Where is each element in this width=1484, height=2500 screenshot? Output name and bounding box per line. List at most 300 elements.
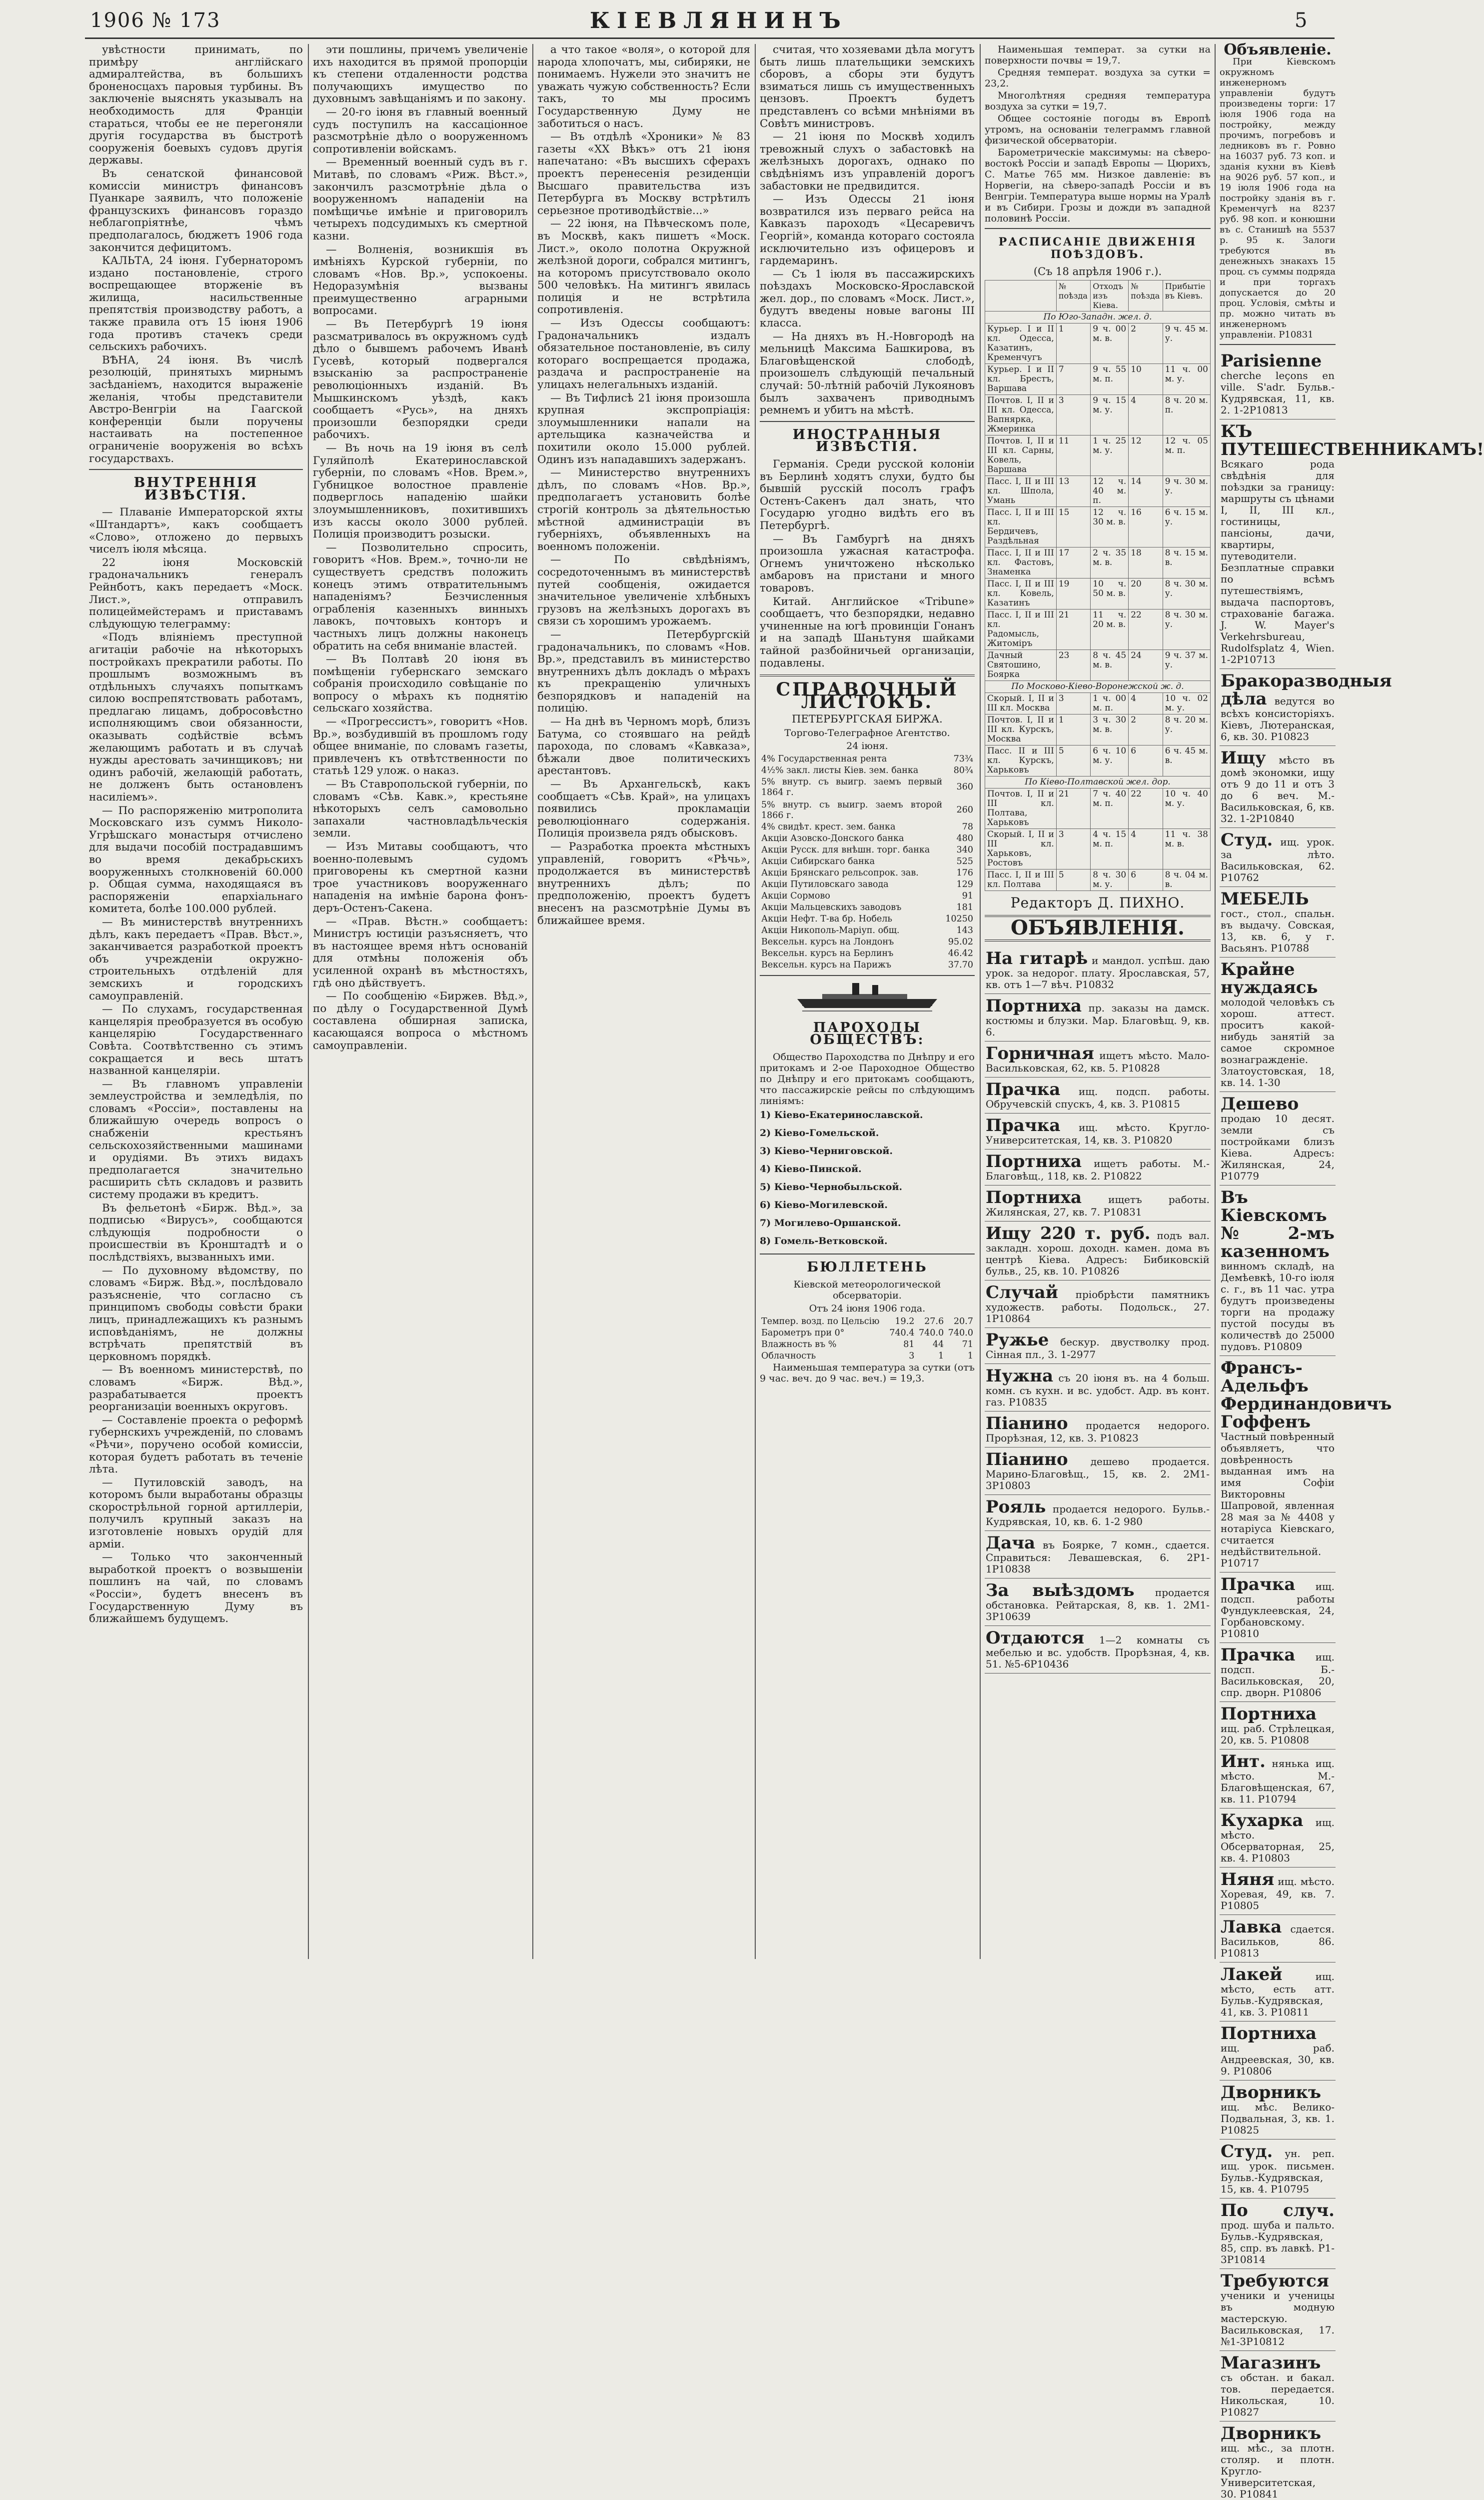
ad-text: ищ. раб. Стрѣлецкая, 20, кв. 5. Р10808 bbox=[1221, 1722, 1335, 1746]
classified-ad bbox=[985, 1222, 1211, 1280]
ad-text: гост., стол., спальн. въ выдачу. Совская, 13, кв. 6, у г. Васьянъ. Р10788 bbox=[1221, 907, 1335, 954]
schedule-cell: 2 bbox=[1129, 714, 1163, 745]
ad-text: ищ. урок. за лѣто. Васильковская, 62. Р10762 bbox=[1221, 836, 1335, 884]
classified-ad bbox=[985, 1412, 1211, 1448]
schedule-cell: 22 bbox=[1129, 788, 1163, 828]
ad-heading: Прачка bbox=[1221, 1644, 1296, 1665]
ad-heading: Кухарка bbox=[1221, 1810, 1304, 1830]
article-paragraph: «Подъ вліяніемъ преступной агитаціи рабочіе на нѣкоторыхъ постройкахъ прекратили работы. По прошлымъ возможнымъ въ отдѣльныхъ случаяхъ попыткамъ силою воспрепятствовать работамъ, предлагаю лицамъ, добросовѣстно исполняющимъ свои обязанности, оказывать содѣйствіе всѣмъ желающимъ работать и въ случаѣ нужды арестовать зачинщиковъ; ни одинъ рабочій, желающій работать, не долженъ быть остановленъ насиліемъ». bbox=[89, 631, 303, 804]
exchange-row bbox=[760, 754, 975, 765]
article-paragraph: — По свѣдѣніямъ, сосредоточеннымъ въ министерствѣ путей сообщенія, ожидается значительное увеличеніе хлѣбныхъ грузовъ на желѣзныхъ дорогахъ въ связи съ хорошимъ урожаемъ. bbox=[537, 554, 750, 628]
article-paragraph: — Позволительно спросить, говоритъ «Нов. Врем.», точно-ли не существуетъ средствъ положить конецъ этимъ отвратительнымъ нападеніямъ? Безчисленныя ограбленія казенныхъ винныхъ лавокъ, почтовыхъ конторъ и частныхъ лицъ должны наконецъ обратить на себя вниманіе властей. bbox=[313, 541, 528, 652]
schedule-cell: 7 ч. 40 м. п. bbox=[1091, 788, 1129, 828]
exchange-value: 129 bbox=[956, 879, 973, 890]
section-rule bbox=[760, 674, 975, 676]
schedule-route: Пасс. I, II и III кл. Шпола, Умань bbox=[985, 476, 1057, 506]
exchange-name: Акціи Сормово bbox=[761, 890, 830, 901]
schedule-cell: 19 bbox=[1056, 578, 1090, 609]
classified-ad bbox=[985, 1186, 1211, 1222]
article-paragraph: — 21 іюня по Москвѣ ходилъ тревожный слухъ о забастовкѣ на желѣзныхъ дорогахъ, однако по свѣдѣніямъ изъ управленій дорогъ забастовки не предвидится. bbox=[760, 130, 975, 192]
ad-text: ищ. мѣсто. Хоревая, 49, кв. 7. Р10805 bbox=[1221, 1875, 1335, 1912]
schedule-route: По Кіево-Полтавской жел. дор. bbox=[985, 776, 1211, 788]
classified-ad bbox=[1220, 1643, 1336, 1702]
classified-ad bbox=[985, 1078, 1211, 1114]
classified-ads-list bbox=[985, 946, 1211, 1674]
newspaper-title: КІЕВЛЯНИНЪ bbox=[590, 8, 848, 34]
weather-value: 3 bbox=[909, 1350, 915, 1361]
column-divider bbox=[308, 44, 309, 1959]
schedule-cell: 9 ч. 37 м. у. bbox=[1163, 650, 1210, 680]
classified-ad bbox=[985, 1114, 1211, 1150]
article-paragraph: — 22 іюня, на Пѣвческомъ поле, въ Москвѣ, какъ пишетъ «Моск. Лист.», около полотна Окружной желѣзной дороги, собрался митингъ, на которомъ присутствовало около 500 человѣкъ. На митингъ явилась полиція и не встрѣтила сопротивленія. bbox=[537, 218, 750, 316]
schedule-cell: 6 ч. 15 м. у. bbox=[1163, 506, 1210, 547]
exchange-name: Вексельн. курсъ на Лондонъ bbox=[761, 936, 894, 947]
classified-ad bbox=[985, 1280, 1211, 1328]
exchange-value: 73¾ bbox=[953, 754, 973, 764]
article-paragraph: Германія. Среди русской колоніи въ Берлинѣ ходятъ слухи, будто бы бывшій русскій посолъ графъ Остенъ-Сакенъ дал знать, что Государю угодно видѣть его въ Петербургѣ. bbox=[760, 458, 975, 532]
ship-line: 6) Кіево-Могилевской. bbox=[760, 1200, 888, 1211]
section-rule bbox=[89, 469, 303, 470]
notice-title: Объявленіе. bbox=[1224, 41, 1332, 58]
schedule-header-cell: Прибытіе въ Кіевъ. bbox=[1163, 280, 1210, 311]
weather-row bbox=[760, 1316, 975, 1328]
ad-heading: Студ. bbox=[1221, 830, 1273, 850]
classified-ad bbox=[1220, 1915, 1336, 1962]
schedule-cell: 8 ч. 20 м. у. bbox=[1163, 714, 1210, 745]
ad-text: ищ. подсп. работы. Обручевскій спускъ, 4, кв. 3. Р10815 bbox=[986, 1085, 1210, 1110]
ad-text: съ обстан. и бакал. тов. передается. Никольская, 10. Р10827 bbox=[1221, 2371, 1335, 2418]
schedule-header-cell: Отходъ изъ Кіева. bbox=[1091, 280, 1129, 311]
exchange-row bbox=[760, 936, 975, 948]
schedule-subtitle: (Съ 18 апрѣля 1906 г.). bbox=[1033, 266, 1162, 278]
ad-text: ищ. мѣс., за плотн. столяр. и плотн. Кругло-Университетская, 30. Р10841 bbox=[1221, 2442, 1335, 2500]
exchange-row bbox=[760, 833, 975, 844]
article-paragraph: — Составленіе проекта о реформѣ губернскихъ учрежденій, по словамъ «Рѣчи», поручено особой комиссіи, которая будетъ работать въ теченіе лѣта. bbox=[89, 1414, 303, 1476]
ad-heading: Лакей bbox=[1221, 1964, 1283, 1984]
schedule-cell: 3 ч. 30 м. в. bbox=[1091, 714, 1129, 745]
ad-heading: Нужна bbox=[986, 1366, 1054, 1386]
exchange-name: 5% внутр. съ выигр. заемъ второй 1866 г. bbox=[761, 800, 943, 820]
classified-ad bbox=[1220, 1186, 1336, 1356]
classified-ad bbox=[985, 946, 1211, 994]
ad-heading: По случ. bbox=[1221, 2200, 1335, 2220]
ad-heading: Портниха bbox=[986, 1151, 1082, 1172]
article-paragraph: — Путиловскій заводъ, на которомъ были выработаны образцы скорострѣльной горной артиллеріи, получилъ крупный заказъ на изготовленіе новыхъ орудій для арміи. bbox=[89, 1476, 303, 1550]
schedule-cell: 8 ч. 45 м. в. bbox=[1091, 650, 1129, 680]
article-paragraph: — «Прогрессистъ», говоритъ «Нов. Вр.», возбудившій въ прошломъ году общее вниманіе, по словамъ газеты, привлеченъ къ отвѣтственности по статьѣ 129 улож. о наказ. bbox=[313, 716, 528, 778]
page-header bbox=[0, 0, 1425, 35]
weather-value: 1 bbox=[938, 1350, 944, 1361]
ad-heading: МЕБЕЛЬ bbox=[1221, 888, 1309, 909]
weather-date: Отъ 24 іюня 1906 года. bbox=[809, 1302, 926, 1314]
article-paragraph: — По слухамъ, государственная канцелярія преобразуется въ особую канцелярію Государственнаго Совѣта. Соотвѣтственно съ этимъ сокращается и весь штатъ названной канцеляріи. bbox=[89, 1003, 303, 1078]
header-rule bbox=[85, 38, 1335, 39]
article-paragraph: — На дняхъ въ Н.-Новгородѣ на мельницѣ Максима Башкирова, въ Благовѣщенской слободѣ, произошелъ слѣдующій печальный случай: 50-лѣтній рабочій Лукояновъ былъ захваченъ приводнымъ ремнемъ и убитъ на мѣстѣ. bbox=[760, 330, 975, 417]
exchange-name: Вексельн. курсъ на Берлинъ bbox=[761, 948, 894, 958]
schedule-cell: 10 bbox=[1129, 364, 1163, 394]
article-paragraph: — Разработка проекта мѣстныхъ управленій, говоритъ «Рѣчь», продолжается въ министерствѣ внутреннихъ дѣлъ; по предположенію, проектъ будетъ внесенъ на разсмотрѣніе Думы въ ближайшее время. bbox=[537, 840, 750, 927]
exchange-value: 525 bbox=[956, 856, 973, 866]
ad-heading: Рояль bbox=[986, 1496, 1046, 1517]
schedule-cell: 6 ч. 10 м. у. bbox=[1091, 745, 1129, 776]
classified-ad bbox=[985, 1042, 1211, 1078]
exchange-row bbox=[760, 960, 975, 971]
ad-text: ун. реп. ищ. урок. письмен. Бульв.-Кудрявская, 15, кв. 4. Р10795 bbox=[1221, 2147, 1335, 2195]
exchange-name: Акціи Нефт. Т-ва бр. Нобель bbox=[761, 914, 893, 924]
weather-paragraph: Барометрическіе максимумы: на сѣверо-востокѣ Россіи и западѣ Европы — Цюрихъ, С. Матье 765 мм. Низкое давленіе: въ Норвегіи, на сѣверо-западѣ Россіи и въ Венгріи. Температура выше нормы на Уралѣ и въ Сибири. Грозы и дожди въ западной половинѣ Россіи. bbox=[985, 147, 1211, 224]
schedule-route: Пасс. I, II и III кл. Ковель, Казатинъ bbox=[985, 578, 1057, 609]
exchange-row bbox=[760, 902, 975, 914]
ad-heading: Крайне нуждаясь bbox=[1221, 959, 1318, 998]
ad-heading: Дворникъ bbox=[1221, 2082, 1322, 2102]
section-title-foreign-news: ИНОСТРАННЫЯ ИЗВѢСТІЯ. bbox=[792, 426, 942, 455]
classified-ad bbox=[1220, 1572, 1336, 1643]
weather-subtitle: Кіевской метеорологической обсерваторіи. bbox=[793, 1278, 941, 1301]
ad-text: Частный повѣренный объявляетъ, что довѣренность выданная имъ на имя Софіи Викторовны Шапровой, явленная 28 мая за № 4408 у нотаріуса Кіевскаго, считается недѣйствительной. Р10717 bbox=[1221, 1430, 1335, 1569]
schedule-cell: 1 ч. 25 м. у. bbox=[1091, 435, 1129, 476]
ad-text: ищ. мѣсто, есть атт. Бульв.-Кудрявская, 41, кв. 3. Р10811 bbox=[1221, 1970, 1335, 2018]
ad-text: ищ. мѣс. Велико-Подвальная, 3, кв. 1. Р10825 bbox=[1221, 2100, 1335, 2136]
exchange-row bbox=[760, 868, 975, 879]
classified-ad bbox=[1220, 2351, 1336, 2422]
schedule-cell: 21 bbox=[1056, 788, 1090, 828]
article-paragraph: — Въ главномъ управленіи землеустройства и земледѣлія, по словамъ «Россіи», поставлены на ближайшую очередь вопросъ о снабженіи крестьянъ сельскохозяйственными машинами и орудіями. Въ этихъ видахъ предполагается значительно расширить сѣть складовъ и развить систему продажи въ кредитъ. bbox=[89, 1078, 303, 1202]
weather-param: Облачность bbox=[761, 1350, 816, 1361]
schedule-row bbox=[985, 547, 1211, 578]
weather-table bbox=[760, 1316, 975, 1362]
schedule-cell: 1 bbox=[1056, 714, 1090, 745]
column-divider bbox=[532, 44, 533, 1959]
schedule-row bbox=[985, 506, 1211, 547]
exchange-value: 181 bbox=[956, 902, 973, 912]
column-3 bbox=[537, 44, 750, 1959]
exchange-name: 4½% закл. листы Кіев. зем. банка bbox=[761, 765, 919, 776]
schedule-row bbox=[985, 364, 1211, 394]
ad-text: ищетъ мѣсто. Мало-Васильковская, 62, кв. 5. Р10828 bbox=[986, 1049, 1210, 1074]
schedule-route: Скорый. I, II и III кл. Харьковъ, Ростовъ bbox=[985, 828, 1057, 869]
weather-value: 71 bbox=[962, 1339, 973, 1350]
schedule-route: Пасс. II и III кл. Курскъ, Харьковъ bbox=[985, 745, 1057, 776]
schedule-cell: 8 ч. 04 м. в. bbox=[1163, 869, 1210, 890]
schedule-header-cell: № поѣзда bbox=[1129, 280, 1163, 311]
classified-ad bbox=[985, 1150, 1211, 1186]
schedule-cell: 11 ч. 20 м. в. bbox=[1091, 609, 1129, 650]
article-paragraph: — Въ военномъ министерствѣ, по словамъ «Бирж. Вѣд.», разрабатывается проектъ реорганизаціи военныхъ округовъ. bbox=[89, 1364, 303, 1414]
schedule-cell: 6 bbox=[1129, 745, 1163, 776]
schedule-route: Почтов. I, II и III кл. Одесса, Вапнярка, Жмеринка bbox=[985, 394, 1057, 435]
schedule-cell: 9 ч. 15 м. у. bbox=[1091, 394, 1129, 435]
schedule-cell: 3 bbox=[1056, 394, 1090, 435]
exchange-value: 46.42 bbox=[948, 948, 973, 958]
schedule-route: Пасс. I, II и III кл. Фастовъ, Знаменка bbox=[985, 547, 1057, 578]
exchange-row bbox=[760, 948, 975, 960]
schedule-route: Скорый. I, II и III кл. Москва bbox=[985, 692, 1057, 714]
ad-heading: Магазинъ bbox=[1221, 2352, 1321, 2373]
exchange-row bbox=[760, 856, 975, 868]
article-paragraph: — Только что законченный выработкой проектъ о возвышеніи пошлинъ на чай, по словамъ «Россіи», будетъ внесенъ въ Государственную Думу въ ближайшемъ будущемъ. bbox=[89, 1551, 303, 1626]
exchange-name: 4% свидѣт. крест. зем. банка bbox=[761, 822, 896, 832]
schedule-header-cell bbox=[985, 280, 1057, 311]
notice-text: При Кіевскомъ окружномъ инженерномъ управленіи будутъ произведены торги: 17 іюля 1906 года на постройку, между прочимъ, погребовъ и ледниковъ въ г. Ровно на 16037 руб. 73 коп. и зданія кухни въ Кіевѣ на 9026 руб. 57 коп., и 19 іюля 1906 года на постройку зданія въ г. Кременчугѣ на 8237 руб. 98 коп. и конюшни въ с. Станишѣ на 5537 р. 95 к. Залоги требуются въ денежныхъ знакахъ 15 проц. съ суммы подряда и при торгахъ допускается до 20 проц. Условія, смѣты и пр. можно читать въ инженерномъ управленіи. Р10831 bbox=[1220, 56, 1336, 340]
ad-text: молодой человѣкъ съ хорош. аттест. проситъ какой-нибудь занятій за самое скромное вознагражденіе. Златоустовская, 18, кв. 14. 1-30 bbox=[1221, 996, 1335, 1088]
section-rule bbox=[985, 228, 1211, 229]
agency-name: Торгово-Телеграфное Агентство. bbox=[784, 727, 950, 738]
ad-heading: КЪ ПУТЕШЕСТВЕННИКАМЪ! bbox=[1221, 421, 1484, 460]
column-2 bbox=[313, 44, 528, 1959]
article-paragraph: — Въ Тифлисѣ 21 іюня произошла крупная экспропріація: злоумышленники напали на артельщика казначейства и похитили около 15.000 рублей. Одинъ изъ нападавшихъ задержанъ. bbox=[537, 392, 750, 466]
weather-value: 740.0 bbox=[948, 1328, 973, 1338]
ad-text: винномъ складѣ, на Демѣевкѣ, 10-го іюля с. г., въ 11 час. утра будутъ произведены торги на продажу пустой посуды въ количествѣ до 25000 пудовъ. Р10809 bbox=[1221, 1260, 1335, 1352]
train-schedule-table bbox=[985, 280, 1211, 891]
ad-text: дешево продается. Марино-Благовѣщ., 15, кв. 2. 2М1-3Р10803 bbox=[986, 1455, 1210, 1492]
schedule-row bbox=[985, 828, 1211, 869]
ad-text: 1—2 комнаты съ мебелью и вс. удобств. Прорѣзная, 4, кв. 51. №5-6Р10436 bbox=[986, 1634, 1210, 1670]
section-title-schedule: РАСПИСАНІЕ ДВИЖЕНІЯ ПОѢЗДОВЪ. bbox=[998, 236, 1197, 261]
article-paragraph: — На днѣ въ Черномъ морѣ, близъ Батума, со стоявшаго на рейдѣ парохода, по словамъ «Кавказа», бѣжали двое политическихъ арестантовъ. bbox=[537, 716, 750, 778]
schedule-cell: 6 bbox=[1129, 869, 1163, 890]
schedule-cell: 4 bbox=[1129, 394, 1163, 435]
section-title-internal-news: ВНУТРЕННІЯ ИЗВѢСТІЯ. bbox=[133, 475, 258, 503]
ad-text: продается недорого. Бульв.-Кудрявская, 10, кв. 6. 1-2 980 bbox=[986, 1502, 1210, 1528]
article-paragraph: — 20-го іюня въ главный военный судъ поступилъ на кассаціонное разсмотрѣніе дѣло о вооруженномъ сопротивленіи войскамъ. bbox=[313, 106, 528, 156]
weather-row bbox=[760, 1339, 975, 1350]
ad-text: нянька ищ. мѣсто. М.-Благовѣщенская, 67, кв. 11. Р10794 bbox=[1221, 1757, 1335, 1805]
schedule-cell: 24 bbox=[1129, 650, 1163, 680]
ship-line: 4) Кіево-Пинской. bbox=[760, 1164, 862, 1175]
schedule-row bbox=[985, 476, 1211, 506]
classified-ad bbox=[1220, 1092, 1336, 1186]
ad-text: подъ вал. закладн. хорош. доходн. камен. дома въ центрѣ Кіева. Адресъ: Бибиковскій бульв., 25, кв. 10. Р10826 bbox=[986, 1229, 1210, 1277]
schedule-row bbox=[985, 788, 1211, 828]
ship-line: 1) Кіево-Екатеринославской. bbox=[760, 1110, 923, 1121]
article-paragraph: — Волненія, возникшія въ имѣніяхъ Курской губерніи, по словамъ «Нов. Вр.», успокоены. Недоразумѣнія вызваны преимущественно аграрными вопросами. bbox=[313, 243, 528, 318]
classified-ad bbox=[1220, 1702, 1336, 1750]
classified-ad bbox=[1220, 2022, 1336, 2080]
ad-heading: На гитарѣ bbox=[986, 948, 1088, 968]
ship-line: 2) Кіево-Гомельской. bbox=[760, 1128, 879, 1139]
classified-ad bbox=[1220, 2080, 1336, 2140]
schedule-cell: 12 bbox=[1129, 435, 1163, 476]
weather-value: 19.2 bbox=[895, 1316, 915, 1326]
article-paragraph: — Плаваніе Императорской яхты «Штандартъ», какъ сообщаетъ «Слово», отложено до первыхъ чиселъ іюля мѣсяца. bbox=[89, 506, 303, 556]
page-number: 5 bbox=[1295, 9, 1308, 32]
schedule-row bbox=[985, 435, 1211, 476]
classified-ad bbox=[1220, 2140, 1336, 2198]
article-paragraph: увѣстности принимать, по примѣру англійскаго адмиралтейства, въ большихъ броненосцахъ паровыя турбины. Въ заключеніе выяснять указывалъ на необходимость для Франціи стараться, чтобы ее не перегоняли другія государства въ быстротѣ сооруженія боевыхъ судовъ другія державы. bbox=[89, 44, 303, 167]
weather-paragraph: Общее состояніе погоды въ Европѣ утромъ, на основаніи телеграммъ главной физической обсерваторіи. bbox=[985, 113, 1211, 146]
schedule-cell: 17 bbox=[1056, 547, 1090, 578]
section-rule bbox=[985, 940, 1211, 942]
exchange-value: 37.70 bbox=[948, 960, 973, 970]
exchange-row bbox=[760, 776, 975, 798]
exchange-name: Акціи Сибирскаго банка bbox=[761, 856, 875, 866]
schedule-cell: 8 ч. 30 м. у. bbox=[1163, 578, 1210, 609]
ad-heading: Портниха bbox=[1221, 1704, 1317, 1724]
schedule-cell: 10 ч. 50 м. в. bbox=[1091, 578, 1129, 609]
exchange-row bbox=[760, 925, 975, 936]
schedule-row bbox=[985, 609, 1211, 650]
ad-text: ищ. мѣсто. Обсерваторная, 25, кв. 4. Р10803 bbox=[1221, 1816, 1335, 1864]
section-title-ships: ПАРОХОДЫ ОБЩЕСТВЪ: bbox=[810, 1020, 925, 1048]
ad-heading: Въ Кіевскомъ № 2-мъ казенномъ bbox=[1221, 1187, 1335, 1262]
ad-text: Всякаго рода свѣдѣнія для поѣздки за границу: маршруты съ цѣнами I, II, III кл., гостиницы, пансіоны, дачи, квартиры, путеводители. Безплатные справки по всѣмъ путешествіямъ, выдача паспортовъ, страхованіе багажа. J. W. Mayer's Verkehrsbureau, Rudolfsplatz 4, Wien. 1-2Р10713 bbox=[1221, 458, 1335, 666]
schedule-row bbox=[985, 650, 1211, 680]
schedule-cell: 3 bbox=[1056, 692, 1090, 714]
article-paragraph: — Въ Гамбургѣ на дняхъ произошла ужасная катастрофа. Огнемъ уничтожено нѣсколько амбаровъ на пристани и много товаровъ. bbox=[760, 532, 975, 594]
article-paragraph: — Въ министерствѣ внутреннихъ дѣлъ, какъ передаетъ «Прав. Вѣст.», заканчивается разработкой проектъ объ учрежденіи окружно-строительныхъ отдѣленій для земскихъ и городскихъ самоуправленій. bbox=[89, 916, 303, 1002]
weather-param: Влажность въ % bbox=[761, 1339, 837, 1350]
classified-ads-list bbox=[1220, 349, 1484, 2500]
classified-ad bbox=[1220, 2422, 1336, 2500]
schedule-route: Дачный Святошино, Боярка bbox=[985, 650, 1057, 680]
column-6 bbox=[1220, 41, 1484, 2500]
schedule-row bbox=[985, 311, 1211, 323]
ship-line: 7) Могилево-Оршанской. bbox=[760, 1218, 901, 1229]
column-divider bbox=[755, 44, 756, 1959]
exchange-name: Акціи Мальцевскихъ заводовъ bbox=[761, 902, 902, 912]
article-paragraph: а что такое «воля», о которой для народа хлопочатъ, мы, сибиряки, не понимаемъ. Нужели это значитъ не уважать чужую собственность? Если такъ, то мы просимъ Государственную Думу не заботиться о насъ. bbox=[537, 44, 750, 130]
ad-heading: Студ. bbox=[1221, 2141, 1273, 2162]
editor-line: Редакторъ Д. ПИХНО. bbox=[1010, 894, 1185, 911]
column-1 bbox=[89, 44, 303, 1959]
column-4 bbox=[760, 44, 975, 1959]
weather-note: Наименьшая температура за сутки (отъ 9 час. веч. до 9 час. веч.) = 19,3. bbox=[760, 1362, 975, 1384]
article-paragraph: — Изъ Одессы 21 іюня возвратился изъ перваго рейса на Кавказъ пароходъ «Цесаревичъ Георгій», команда котораго состояла исключительно изъ офицеровъ и гардемаринъ. bbox=[760, 193, 975, 268]
classified-ad bbox=[985, 1626, 1211, 1674]
schedule-cell: 11 ч. 00 м. у. bbox=[1163, 364, 1210, 394]
section-title-reference: СПРАВОЧНЫЙ ЛИСТОКЪ. bbox=[776, 679, 959, 712]
ad-text: продается обстановка. Рейтарская, 8, кв. 1. 2М1-3Р10639 bbox=[986, 1586, 1210, 1622]
classified-ad bbox=[1220, 1356, 1392, 1572]
schedule-cell: 4 ч. 15 м. п. bbox=[1091, 828, 1129, 869]
ad-heading: Горничная bbox=[986, 1043, 1094, 1064]
ad-heading: Портниха bbox=[1221, 2023, 1317, 2044]
ad-heading: Бракоразводныя дѣла bbox=[1221, 670, 1392, 709]
schedule-cell: 8 ч. 20 м. п. bbox=[1163, 394, 1210, 435]
ad-heading: Піанино bbox=[986, 1413, 1068, 1434]
steamship-icon bbox=[792, 980, 942, 1015]
classified-ad bbox=[985, 1531, 1211, 1578]
exchange-name: Акціи Русск. для внѣшн. торг. банка bbox=[761, 844, 930, 855]
ad-heading: Требуются bbox=[1221, 2270, 1329, 2291]
classified-ad bbox=[1220, 2269, 1336, 2351]
issue-number: 1906 № 173 bbox=[90, 9, 221, 32]
schedule-route: Курьер. I и II кл. Брестъ, Варшава bbox=[985, 364, 1057, 394]
schedule-route: Почтов. I, II и III кл. Полтава, Харьковъ bbox=[985, 788, 1057, 828]
exchange-table bbox=[760, 754, 975, 971]
exchange-row bbox=[760, 800, 975, 822]
schedule-cell: 2 ч. 35 м. в. bbox=[1091, 547, 1129, 578]
exchange-value: 95.02 bbox=[948, 936, 973, 947]
schedule-row bbox=[985, 578, 1211, 609]
ad-text: ищетъ работы. М.-Благовѣщ., 118, кв. 2. Р10822 bbox=[986, 1157, 1210, 1182]
ad-text: въ Боярке, 7 комн., сдается. Справиться: Левашевская, 6. 2Р1-1Р10838 bbox=[986, 1538, 1210, 1575]
classified-ad bbox=[1220, 1750, 1336, 1808]
schedule-cell: 18 bbox=[1129, 547, 1163, 578]
ad-text: ученики и ученицы въ модную мастерскую. Васильковская, 17. №1-3Р10812 bbox=[1221, 2289, 1335, 2348]
ad-heading: Parisienne bbox=[1221, 350, 1322, 371]
ad-text: ищ. мѣсто. Кругло-Университетская, 14, кв. 3. Р10820 bbox=[986, 1121, 1210, 1146]
schedule-cell: 7 bbox=[1056, 364, 1090, 394]
classified-ad bbox=[1220, 1808, 1336, 1868]
exchange-value: 340 bbox=[956, 844, 973, 855]
ad-heading: Ищу bbox=[1221, 748, 1266, 768]
column-divider bbox=[980, 44, 981, 1959]
exchange-row bbox=[760, 890, 975, 902]
schedule-cell: 12 ч. 40 м. п. bbox=[1091, 476, 1129, 506]
schedule-cell: 3 bbox=[1056, 828, 1090, 869]
exchange-row bbox=[760, 822, 975, 833]
ad-text: ищетъ работы. Жилянская, 27, кв. 7. Р10831 bbox=[986, 1193, 1210, 1218]
ad-heading: Дешево bbox=[1221, 1094, 1299, 1114]
ship-line: 5) Кіево-Чернобыльской. bbox=[760, 1182, 903, 1193]
weather-row bbox=[760, 1350, 975, 1362]
ad-text: ищ. раб. Андреевская, 30, кв. 9. Р10806 bbox=[1221, 2042, 1335, 2077]
section-rule bbox=[760, 421, 975, 422]
weather-value: 27.6 bbox=[924, 1316, 944, 1326]
ad-text: продается недорого. Прорѣзная, 12, кв. 3. Р10823 bbox=[986, 1419, 1210, 1444]
classified-ad bbox=[985, 1328, 1211, 1364]
exchange-value: 143 bbox=[956, 925, 973, 936]
article-paragraph: — Временный военный судъ въ г. Митавѣ, по словамъ «Риж. Вѣст.», закончилъ разсмотрѣніе дѣла о вооруженномъ нападеніи на помѣщичье имѣніе и приговорилъ четырехъ подсудимыхъ къ смертной казни. bbox=[313, 156, 528, 242]
article-paragraph: — Въ Архангельскѣ, какъ сообщаетъ «Сѣв. Край», на улицахъ появились прокламаціи революціоннаго содержанія. Полиція произвела рядъ обысковъ. bbox=[537, 778, 750, 840]
exchange-title: ПЕТЕРБУРГСКАЯ БИРЖА. bbox=[792, 713, 943, 726]
schedule-route: Почтов. I, II и III кл. Курскъ, Москва bbox=[985, 714, 1057, 745]
exchange-name: Акціи Брянскаго рельсопрок. зав. bbox=[761, 868, 919, 878]
classified-ad bbox=[1220, 2198, 1336, 2269]
schedule-cell: 10 ч. 02 м. у. bbox=[1163, 692, 1210, 714]
schedule-cell: 2 bbox=[1129, 323, 1163, 364]
ship-lines-list bbox=[760, 1110, 975, 1246]
schedule-cell: 11 bbox=[1056, 435, 1090, 476]
schedule-cell: 12 ч. 30 м. в. bbox=[1091, 506, 1129, 547]
ad-text: ведутся во всѣхъ консисторіяхъ. Кіевъ, Лютеранская, 6, кв. 30. Р10823 bbox=[1221, 694, 1335, 742]
ships-intro: Общество Пароходства по Днѣпру и его притокамъ и 2-ое Пароходное Общество по Днѣпру и его притокамъ сообщаютъ, что пассажирскіе рейсы по слѣдующимъ линіямъ: bbox=[760, 1052, 975, 1107]
schedule-cell: 1 bbox=[1056, 323, 1090, 364]
exchange-value: 480 bbox=[956, 833, 973, 844]
section-rule bbox=[1220, 344, 1336, 345]
ad-heading: Отдаются bbox=[986, 1628, 1085, 1648]
ad-text: ищ. подсп. Б.-Васильковская, 20, спр. дворн. Р10806 bbox=[1221, 1650, 1335, 1698]
exchange-row bbox=[760, 844, 975, 856]
classified-ad bbox=[985, 1495, 1211, 1531]
schedule-cell: 12 ч. 05 м. п. bbox=[1163, 435, 1210, 476]
ad-heading: Инт. bbox=[1221, 1751, 1266, 1772]
ad-text: мѣсто въ домѣ экономки, ищу отъ 9 до 11 и отъ 3 до 6 веч. М.-Васильковская, 6, кв. 32. 1-2Р10840 bbox=[1221, 754, 1335, 824]
article-paragraph: ВѢНА, 24 іюня. Въ числѣ резолюцій, принятыхъ мирнымъ засѣданіемъ, находится выраженіе желанія, чтобы представители Австро-Венгріи на Гаагской конференціи были поручены настаивать на постепенное ограниченіе вооруженія во всѣхъ государствахъ. bbox=[89, 354, 303, 465]
exchange-name: 4% Государственная рента bbox=[761, 754, 887, 764]
exchange-name: Вексельн. курсъ на Парижъ bbox=[761, 960, 892, 970]
weather-value: 20.7 bbox=[954, 1316, 973, 1326]
article-paragraph: — Въ ночь на 19 іюня въ селѣ Гуляйполѣ Екатеринославской губерніи, по словамъ «Нов. Врем.», Губницкое волостное правленіе подверглось нападенію шайки злоумышленниковъ, похитившихъ изъ кассы около 3000 рублей. Полиція производитъ розыски. bbox=[313, 442, 528, 541]
section-title-ads: ОБЪЯВЛЕНІЯ. bbox=[1011, 916, 1185, 940]
article-paragraph: — «Прав. Вѣстн.» сообщаетъ: Министръ юстиціи разъясняетъ, что въ настоящее время нѣтъ основаній для отмѣны положенія объ усиленной охранѣ въ мѣстностяхъ, гдѣ оно дѣйствуетъ. bbox=[313, 915, 528, 990]
classified-ad bbox=[1220, 958, 1336, 1092]
schedule-cell: 16 bbox=[1129, 506, 1163, 547]
weather-paragraph: Многолѣтняя средняя температура воздуха за сутки = 19,7. bbox=[985, 90, 1211, 112]
ad-heading: Прачка bbox=[1221, 1574, 1296, 1594]
article-paragraph: — Изъ Митавы сообщаютъ, что военно-полевымъ судомъ приговорены къ смертной казни трое участниковъ вооруженнаго нападенія на имѣніе барона фонъ-деръ-Остенъ-Сакена. bbox=[313, 840, 528, 914]
classified-ad bbox=[985, 1364, 1211, 1412]
schedule-cell: 22 bbox=[1129, 609, 1163, 650]
weather-value: 740.0 bbox=[919, 1328, 944, 1338]
exchange-value: 91 bbox=[962, 890, 973, 901]
ad-text: пр. заказы на дамск. костюмы и блузки. Мар. Благовѣщ. 9, кв. 6. bbox=[986, 1002, 1210, 1038]
classified-ad bbox=[1220, 349, 1336, 420]
schedule-cell: 13 bbox=[1056, 476, 1090, 506]
ad-heading: Прачка bbox=[986, 1079, 1061, 1100]
exchange-value: 80¾ bbox=[953, 765, 973, 776]
